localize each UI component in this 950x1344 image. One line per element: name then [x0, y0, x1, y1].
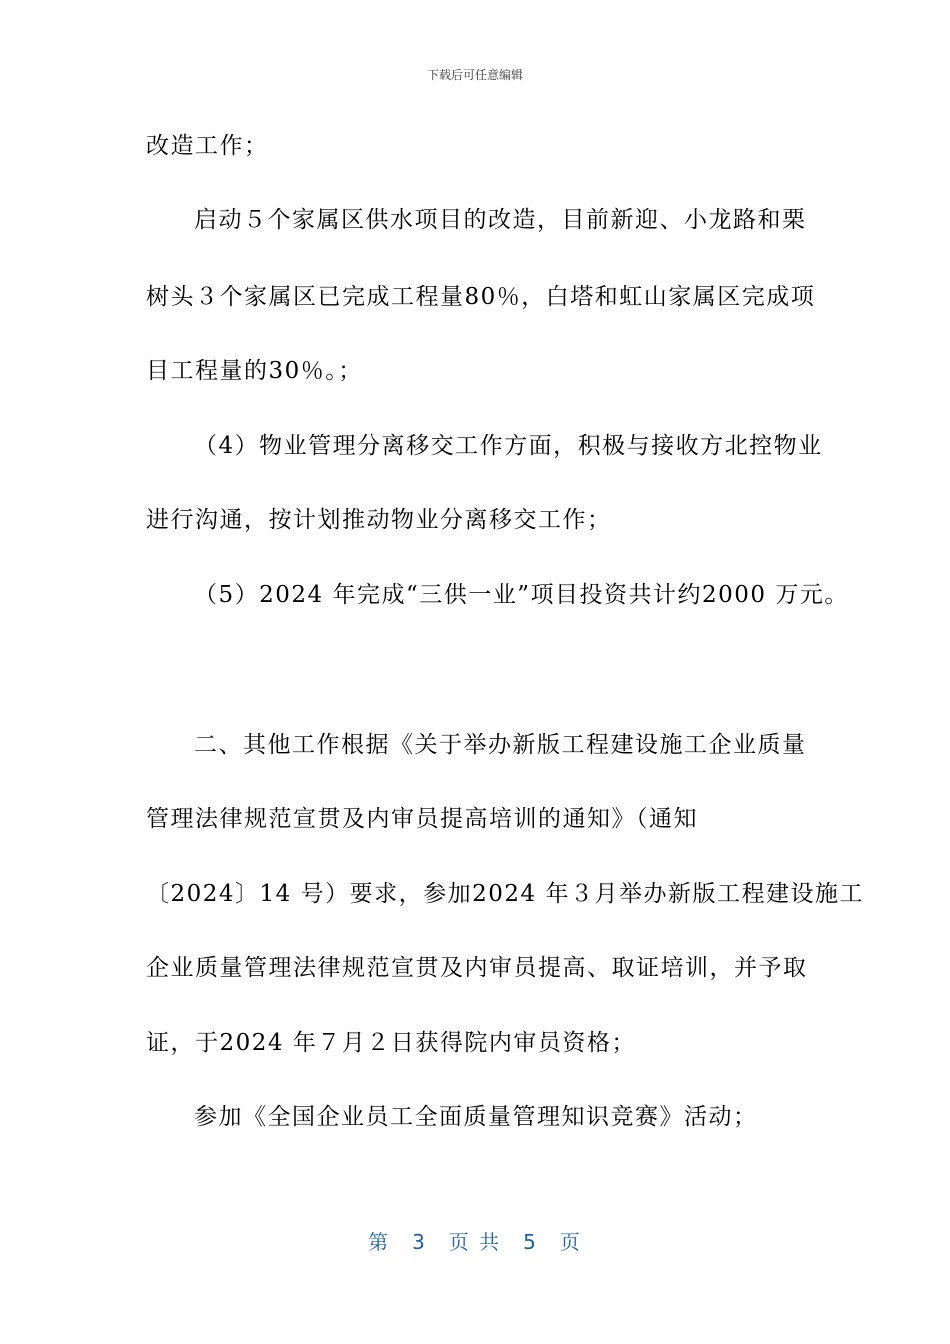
total-pages-number: 5	[523, 1230, 538, 1254]
text-line: 管理法律规范宣贯及内审员提高培训的通知》（通知	[146, 806, 698, 832]
footer-prefix: 第	[368, 1230, 391, 1254]
text-line: （4）物业管理分离移交工作方面，积极与接收方北控物业	[194, 433, 823, 459]
page-footer	[0, 1226, 950, 1255]
page-header: 下载后可任意编辑	[426, 68, 523, 82]
text-line: 证，于2024 年７月２日获得院内审员资格；	[146, 1030, 636, 1056]
text-line: 二、其他工作根据《关于举办新版工程建设施工企业质量	[194, 732, 807, 758]
text-line: 目工程量的30％。；	[146, 358, 363, 384]
text-line: 进行沟通，按计划推动物业分离移交工作；	[146, 507, 612, 533]
text-line: 参加《全国企业员工全面质量管理知识竞赛》活动；	[194, 1104, 758, 1130]
current-page-number: 3	[412, 1230, 427, 1254]
text-line: 改造工作；	[146, 133, 269, 159]
text-line: （5）2024 年完成“三供一业”项目投资共计约2000 万元。	[194, 582, 849, 608]
text-line: 企业质量管理法律规范宣贯及内审员提高、取证培训，并予取	[146, 955, 808, 981]
text-line: 〔2024〕14 号）要求，参加2024 年３月举办新版工程建设施工	[146, 881, 864, 907]
text-line: 启动５个家属区供水项目的改造，目前新迎、小龙路和栗	[194, 207, 807, 233]
footer-suffix: 页	[559, 1230, 582, 1254]
text-line: 树头３个家属区已完成工程量80％，白塔和虹山家属区完成项	[146, 284, 816, 310]
footer-middle: 页 共	[448, 1230, 502, 1254]
